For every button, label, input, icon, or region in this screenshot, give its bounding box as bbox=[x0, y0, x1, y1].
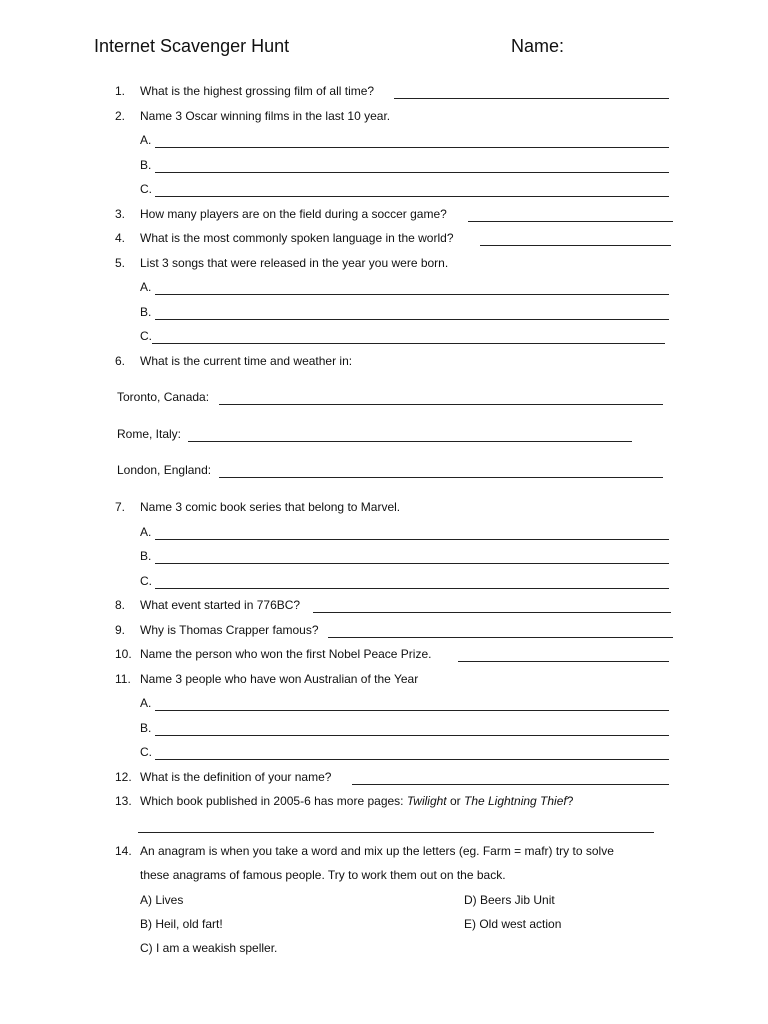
question-text: Name 3 Oscar winning films in the last 10 year. bbox=[140, 109, 391, 123]
anagram-a: A) Lives bbox=[140, 893, 184, 907]
answer-line-8[interactable] bbox=[313, 611, 671, 613]
question-text: Name 3 people who have won Australian of the Year bbox=[140, 672, 419, 686]
answer-line-3[interactable] bbox=[468, 220, 673, 222]
city-label: London, England: bbox=[117, 463, 212, 477]
answer-line-4[interactable] bbox=[480, 244, 671, 246]
question-text-part: Which book published in 2005-6 has more pages: bbox=[140, 794, 407, 808]
answer-line-1[interactable] bbox=[394, 97, 669, 99]
question-text: List 3 songs that were released in the year you were born. bbox=[140, 256, 449, 270]
question-number: 3. bbox=[115, 207, 126, 221]
answer-line-london[interactable] bbox=[219, 476, 663, 478]
question-number: 14. bbox=[115, 844, 132, 858]
answer-label: A. bbox=[140, 525, 152, 539]
question-text-part: or bbox=[446, 794, 464, 808]
answer-line-rome[interactable] bbox=[188, 440, 632, 442]
question-number: 2. bbox=[115, 109, 126, 123]
question-number: 13. bbox=[115, 794, 132, 808]
answer-line-7c[interactable] bbox=[155, 587, 669, 589]
answer-label: B. bbox=[140, 305, 152, 319]
question-number: 1. bbox=[115, 84, 126, 98]
question-number: 8. bbox=[115, 598, 126, 612]
answer-line-9[interactable] bbox=[328, 636, 673, 638]
page-title: Internet Scavenger Hunt bbox=[94, 36, 290, 56]
question-text: What is the most commonly spoken language in the world? bbox=[140, 231, 454, 245]
answer-label: A. bbox=[140, 696, 152, 710]
answer-label: B. bbox=[140, 158, 152, 172]
question-text bbox=[140, 793, 573, 809]
answer-line-11a[interactable] bbox=[155, 709, 669, 711]
answer-line-2c[interactable] bbox=[155, 195, 669, 197]
answer-line-10[interactable] bbox=[458, 660, 669, 662]
anagram-b: B) Heil, old fart! bbox=[140, 917, 223, 931]
question-text: How many players are on the field during a soccer game? bbox=[140, 207, 447, 221]
question-text: What event started in 776BC? bbox=[140, 598, 301, 612]
answer-line-7a[interactable] bbox=[155, 538, 669, 540]
answer-label: C. bbox=[140, 574, 152, 588]
name-label: Name: bbox=[511, 36, 565, 56]
answer-line-12[interactable] bbox=[352, 783, 669, 785]
anagram-e: E) Old west action bbox=[464, 917, 562, 931]
question-number: 6. bbox=[115, 354, 126, 368]
question-number: 12. bbox=[115, 770, 132, 784]
answer-line-2b[interactable] bbox=[155, 171, 669, 173]
question-text-part: ? bbox=[566, 794, 574, 808]
answer-line-11b[interactable] bbox=[155, 734, 669, 736]
answer-label: B. bbox=[140, 549, 152, 563]
question-number: 11. bbox=[115, 672, 131, 686]
answer-label: A. bbox=[140, 133, 152, 147]
city-label: Rome, Italy: bbox=[117, 427, 182, 441]
question-text: What is the definition of your name? bbox=[140, 770, 332, 784]
question-number: 7. bbox=[115, 500, 126, 514]
answer-line-13[interactable] bbox=[138, 831, 654, 833]
question-number: 4. bbox=[115, 231, 126, 245]
answer-line-2a[interactable] bbox=[155, 146, 669, 148]
question-text: What is the current time and weather in: bbox=[140, 354, 353, 368]
question-text: What is the highest grossing film of all time? bbox=[140, 84, 375, 98]
answer-line-5a[interactable] bbox=[155, 293, 669, 295]
answer-label: C. bbox=[140, 745, 152, 759]
question-number: 5. bbox=[115, 256, 126, 270]
answer-label: C. bbox=[140, 329, 152, 343]
answer-label: C. bbox=[140, 182, 152, 196]
anagram-d: D) Beers Jib Unit bbox=[464, 893, 555, 907]
answer-line-5c[interactable] bbox=[152, 342, 665, 344]
question-number: 10. bbox=[115, 647, 132, 661]
city-label: Toronto, Canada: bbox=[117, 390, 210, 404]
book-title-lightning-thief: The Lightning Thief bbox=[463, 794, 567, 808]
answer-line-5b[interactable] bbox=[155, 318, 669, 320]
question-text: An anagram is when you take a word and mix up the letters (eg. Farm = mafr) try to solve bbox=[140, 844, 614, 858]
question-text: Name the person who won the first Nobel Peace Prize. bbox=[140, 647, 432, 661]
question-number: 9. bbox=[115, 623, 126, 637]
question-text-line-2: these anagrams of famous people. Try to work them out on the back. bbox=[140, 868, 506, 882]
answer-line-7b[interactable] bbox=[155, 562, 669, 564]
answer-line-toronto[interactable] bbox=[219, 403, 663, 405]
answer-label: B. bbox=[140, 721, 152, 735]
answer-label: A. bbox=[140, 280, 152, 294]
anagram-c: C) I am a weakish speller. bbox=[140, 941, 278, 955]
answer-line-11c[interactable] bbox=[155, 758, 669, 760]
question-text: Name 3 comic book series that belong to Marvel. bbox=[140, 500, 401, 514]
worksheet-header bbox=[94, 36, 674, 60]
book-title-twilight: Twilight bbox=[406, 794, 447, 808]
question-text: Why is Thomas Crapper famous? bbox=[140, 623, 319, 637]
